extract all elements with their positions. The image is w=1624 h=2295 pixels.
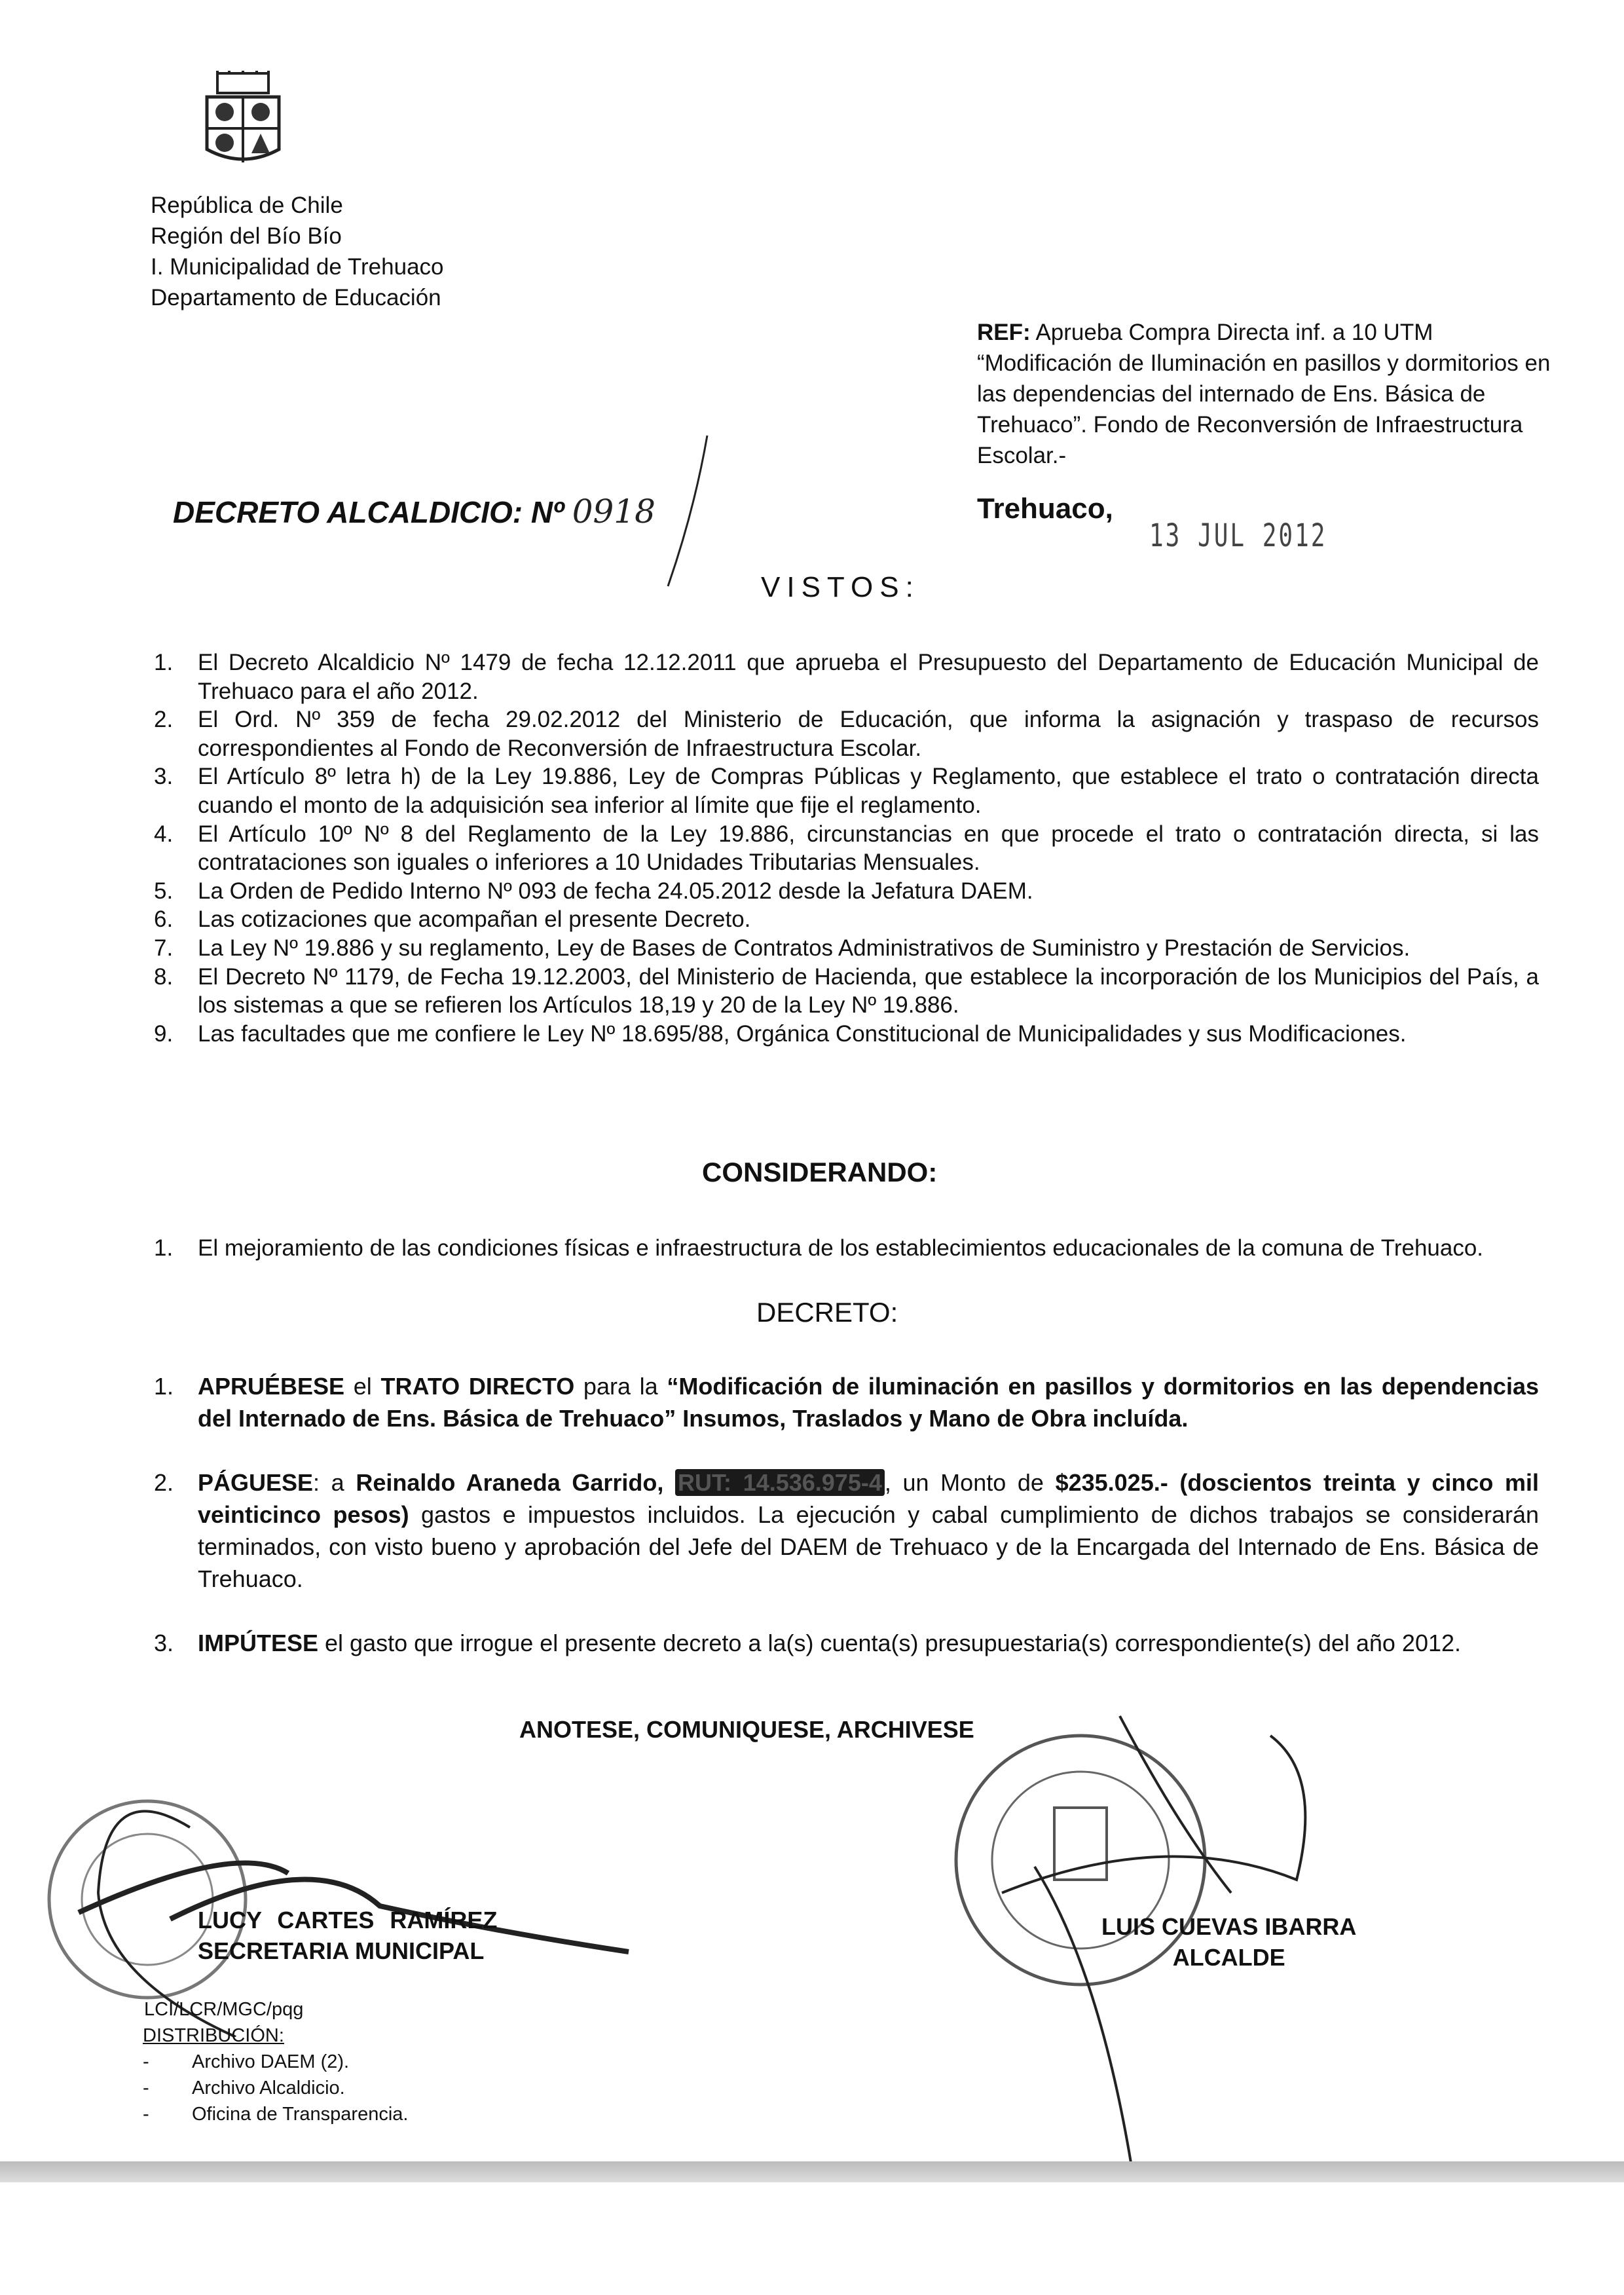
- institution-header: [151, 190, 444, 313]
- list-item: 2. PÁGUESE: a Reinaldo Araneda Garrido, RUT: 14.536.975-4 , un Monto de $235.025.- (doscientos treinta y cinco mil veinticinco pesos) gastos e impuestos incluidos. La ejecución y cabal cumplimiento de dichos trabajos se considerarán terminados, con visto bueno y aprobación del Jefe del DAEM de Trehuaco y de la Encargada del Internado de Ens. Básica de Trehuaco.: [154, 1469, 1540, 1592]
- list-item: 1. El mejoramiento de las condiciones físicas e infraestructura de los establecimientos educacionales de la comuna de Trehuaco.: [154, 1235, 1484, 1261]
- header-line: Región del Bío Bío: [151, 223, 342, 249]
- secretary-name: LUCY CARTES RAMÍREZ: [198, 1907, 498, 1933]
- list-item: 2. El Ord. Nº 359 de fecha 29.02.2012 del Ministerio de Educación, que informa la asignación y traspaso de recursos correspondientes al Fondo de Reconversión de Infraestructura Escolar.: [154, 707, 1539, 761]
- decree-title: DECRETO ALCALDICIO: Nº: [173, 495, 564, 529]
- header-line: I. Municipalidad de Trehuaco: [151, 254, 444, 280]
- secretary-stamp-signature: [39, 1762, 661, 2037]
- decree-number: [173, 493, 655, 531]
- decreto-heading: DECRETO:: [756, 1297, 898, 1328]
- list-item: 3. IMPÚTESE el gasto que irrogue el presente decreto a la(s) cuenta(s) presupuestaria(s) correspondiente(s) del año 2012.: [154, 1630, 1462, 1656]
- secretary-signature-block: [198, 1905, 497, 1966]
- mayor-role: ALCALDE: [1172, 1944, 1285, 1971]
- list-item: 6. Las cotizaciones que acompañan el presente Decreto.: [154, 906, 751, 933]
- distribution-block: [143, 1996, 408, 2127]
- decree-number-handwritten: 0918: [572, 493, 655, 531]
- list-item: 8. El Decreto Nº 1179, de Fecha 19.12.2003, del Ministerio de Hacienda, que establece la incorporación de los Municipios del País, a los sistemas a que se refieren los Artículos 18,19 y 20 de la Ley Nº 19.886.: [154, 963, 1539, 1018]
- closing-formula: ANOTESE, COMUNIQUESE, ARCHIVESE: [519, 1716, 974, 1743]
- reference-block: [977, 317, 1553, 471]
- list-item: 9. Las facultades que me confiere le Ley Nº 18.695/88, Orgánica Constitucional de Municipalidades y sus Modificaciones.: [154, 1020, 1407, 1047]
- vistos-list: [154, 648, 1539, 1048]
- vistos-heading: VISTOS:: [761, 571, 920, 603]
- list-item: 1. APRUÉBESE el TRATO DIRECTO para la “Modificación de iluminación en pasillos y dormitorios en las dependencias del Internado de Ens. Básica de Trehuaco” Insumos, Traslados y Mano de Obra incluída.: [154, 1373, 1540, 1432]
- decreto-list: [154, 1370, 1539, 1691]
- scan-edge: [0, 2161, 1624, 2182]
- distribution-item: - Oficina de Transparencia.: [143, 2104, 409, 2125]
- header-line: República de Chile: [151, 193, 343, 218]
- list-item: 3. El Artículo 8º letra h) de la Ley 19.886, Ley de Compras Públicas y Reglamento, que establece el trato o contratación directa cuando el monto de la adquisición sea inferior al límite que fije el reglamento.: [154, 764, 1539, 818]
- header-line: Departamento de Educación: [151, 285, 441, 310]
- secretary-role: SECRETARIA MUNICIPAL: [198, 1937, 485, 1964]
- coat-of-arms-logo: [203, 71, 283, 170]
- ref-text: Aprueba Compra Directa inf. a 10 UTM “Modificación de Iluminación en pasillos y dormitorios en las dependencias del internado de Ens. Básica de Trehuaco”. Fondo de Reconversión de Infraestructura Escolar.-: [977, 320, 1551, 468]
- distribution-item: - Archivo Alcaldicio.: [143, 2078, 345, 2099]
- considerando-heading: CONSIDERANDO:: [702, 1157, 938, 1187]
- distribution-label: DISTRIBUCIÓN:: [143, 2025, 284, 2046]
- list-item: 5. La Orden de Pedido Interno Nº 093 de fecha 24.05.2012 desde la Jefatura DAEM.: [154, 878, 1033, 904]
- list-item: 1. El Decreto Alcaldicio Nº 1479 de fecha 12.12.2011 que aprueba el Presupuesto del Departamento de Educación Municipal de Trehuaco para el año 2012.: [154, 650, 1539, 704]
- place: Trehuaco,: [977, 493, 1113, 525]
- distribution-item: - Archivo DAEM (2).: [143, 2051, 350, 2072]
- mayor-signature-block: [1101, 1911, 1356, 1973]
- list-item: 4. El Artículo 10º Nº 8 del Reglamento de la Ley 19.886, circunstancias en que procede el trato o contratación directa, si las contrataciones son iguales o inferiores a 10 Unidades Tributarias Mensuales.: [154, 821, 1539, 876]
- considerando-list: [154, 1234, 1539, 1263]
- date-stamp: 13 JUL 2012: [1149, 517, 1327, 554]
- redacted-rut: RUT: 14.536.975-4: [675, 1469, 885, 1496]
- list-item: 7. La Ley Nº 19.886 y su reglamento, Ley de Bases de Contratos Administrativos de Suministro y Prestación de Servicios.: [154, 935, 1411, 961]
- mayor-name: LUIS CUEVAS IBARRA: [1101, 1913, 1357, 1940]
- ref-label: REF:: [977, 320, 1031, 345]
- handwritten-slash: [655, 432, 714, 589]
- initials: LCI/LCR/MGC/pqg: [144, 1999, 304, 2020]
